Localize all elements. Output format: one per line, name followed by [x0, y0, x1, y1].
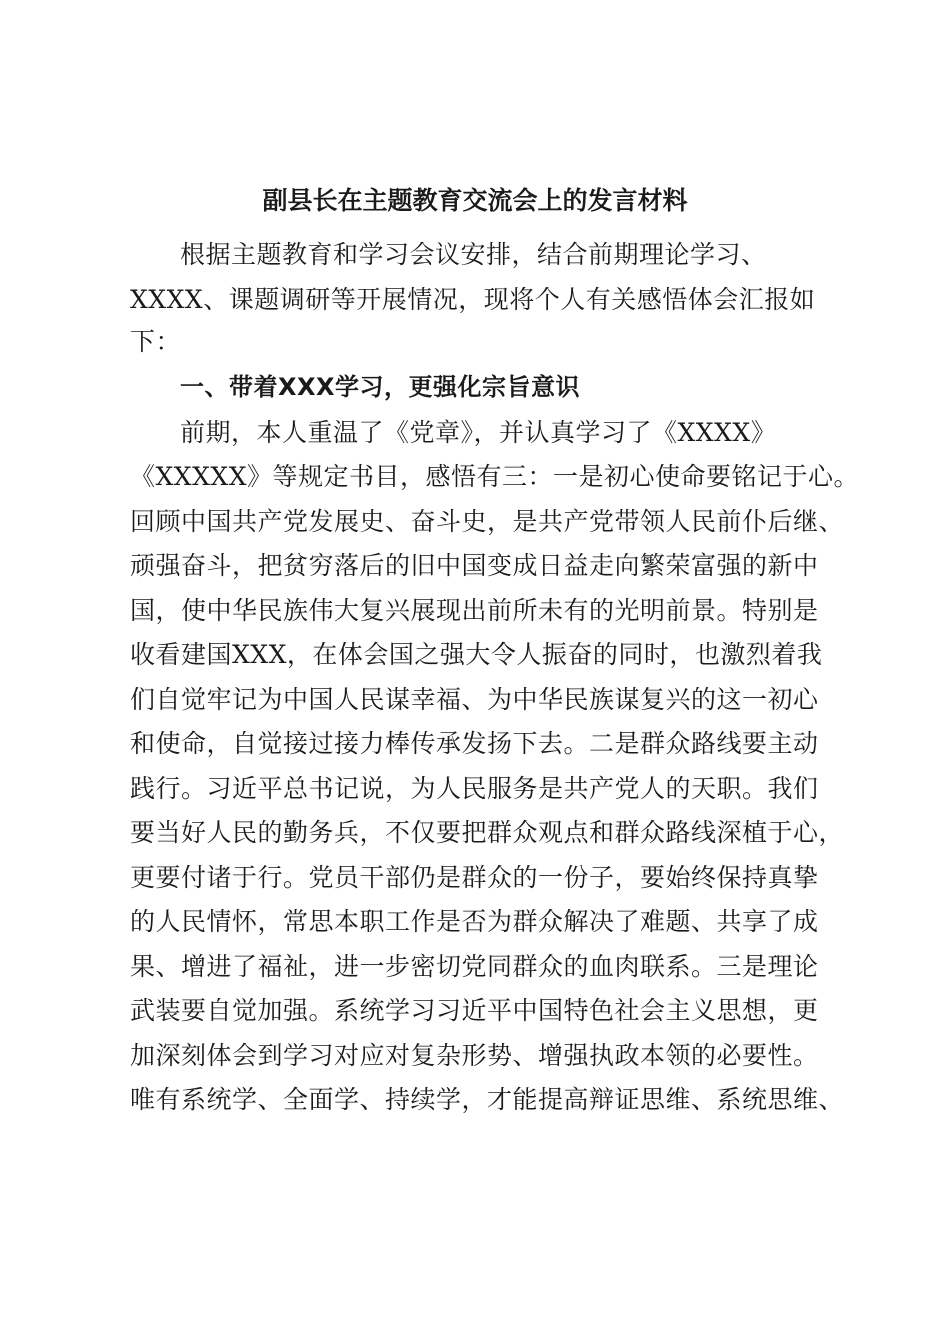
body-line-6: 收看建国XXX，在体会国之强大令人振奋的同时，也激烈着我 [130, 640, 823, 669]
body-line-9: 践行。习近平总书记说，为人民服务是共产党人的天职。我们 [130, 774, 819, 803]
body-line-16: 唯有系统学、全面学、持续学，才能提高辩证思维、系统思维、 [130, 1085, 845, 1114]
body-line-1: 前期，本人重温了《党章》，并认真学习了《XXXX》 [180, 418, 777, 447]
body-line-10: 要当好人民的勤务兵，不仅要把群众观点和群众路线深植于心， [130, 818, 845, 847]
body-line-14: 武装要自觉加强。系统学习习近平中国特色社会主义思想，更 [130, 996, 819, 1025]
body-line-5: 国，使中华民族伟大复兴展现出前所未有的光明前景。特别是 [130, 596, 819, 625]
body-line-4: 顽强奋斗，把贫穷落后的旧中国变成日益走向繁荣富强的新中 [130, 551, 819, 580]
body-line-7: 们自觉牢记为中国人民谋幸福、为中华民族谋复兴的这一初心 [130, 685, 819, 714]
intro-line-3: 下： [130, 327, 182, 356]
body-line-15: 加深刻体会到学习对应对复杂形势、增强执政本领的必要性。 [130, 1041, 819, 1070]
body-line-12: 的人民情怀，常思本职工作是否为群众解决了难题、共享了成 [130, 907, 819, 936]
body-line-2: 《XXXXX》等规定书目，感悟有三：一是初心使命要铭记于心。 [130, 462, 859, 491]
body-line-8: 和使命，自觉接过接力棒传承发扬下去。二是群众路线要主动 [130, 729, 819, 758]
intro-line-2: XXXX、课题调研等开展情况，现将个人有关感悟体会汇报如 [130, 285, 816, 314]
body-line-11: 更要付诸于行。党员干部仍是群众的一份子，要始终保持真挚 [130, 863, 819, 892]
section-heading: 一、带着XXX学习，更强化宗旨意识 [180, 373, 581, 401]
body-line-13: 果、增进了福祉，进一步密切党同群众的血肉联系。三是理论 [130, 952, 819, 981]
intro-line-1: 根据主题教育和学习会议安排，结合前期理论学习、 [180, 240, 767, 269]
body-line-3: 回顾中国共产党发展史、奋斗史，是共产党带领人民前仆后继、 [130, 507, 845, 536]
document-title: 副县长在主题教育交流会上的发言材料 [262, 186, 688, 215]
